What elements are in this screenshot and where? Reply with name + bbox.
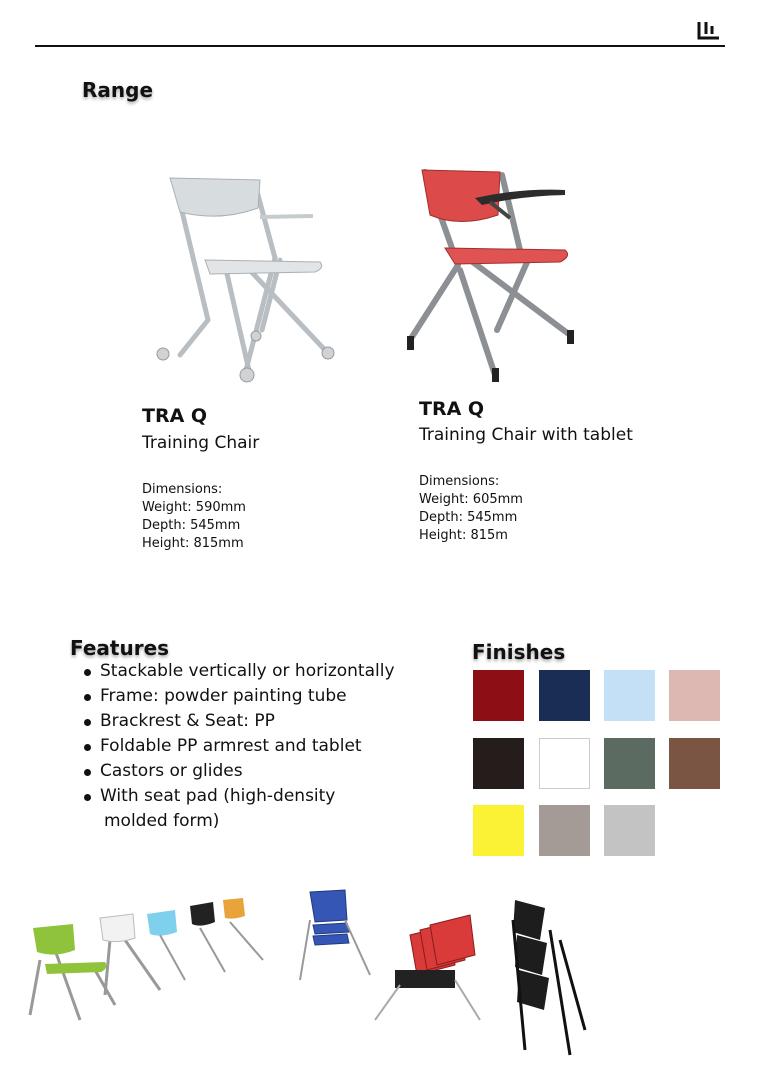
finish-swatch: [604, 670, 655, 721]
dimensions-label: Dimensions:: [419, 474, 500, 489]
dimension-weight: Weight: 590mm: [142, 500, 246, 515]
finish-swatch: [473, 670, 524, 721]
chair-range-banner-image: [25, 880, 745, 1060]
finish-swatch: [539, 805, 590, 856]
dimension-height: Height: 815mm: [142, 536, 244, 551]
training-chair-tablet-image: [400, 160, 590, 385]
product-dimensions: [142, 481, 246, 553]
finish-swatch: [473, 805, 524, 856]
product-subtitle: Training Chair: [142, 433, 260, 453]
feature-item: Foldable PP armrest and tablet: [80, 734, 395, 759]
finish-swatch: [604, 738, 655, 789]
range-heading: Range: [82, 78, 154, 102]
dimension-depth: Depth: 545mm: [142, 518, 241, 533]
finish-swatch: [669, 670, 720, 721]
product-name-tra-q: TRA Q: [142, 405, 208, 427]
feature-item: With seat pad (high-density: [80, 784, 395, 809]
training-chair-image: [150, 170, 350, 390]
finish-swatch: [539, 670, 590, 721]
features-list: [80, 659, 395, 834]
product-name-tra-q-tablet: TRA Q: [419, 398, 485, 420]
dimension-weight: Weight: 605mm: [419, 492, 523, 507]
product-dimensions: [419, 473, 523, 545]
features-heading: Features: [70, 636, 170, 660]
finish-swatch: [539, 738, 590, 789]
dimension-depth: Depth: 545mm: [419, 510, 518, 525]
finish-swatch: [669, 738, 720, 789]
dimensions-label: Dimensions:: [142, 482, 223, 497]
finish-swatch: [473, 738, 524, 789]
feature-item: Stackable vertically or horizontally: [80, 659, 395, 684]
feature-item: Castors or glides: [80, 759, 395, 784]
finishes-heading: Finishes: [472, 640, 566, 664]
brand-logo-icon: [697, 20, 721, 40]
feature-item: Frame: powder painting tube: [80, 684, 395, 709]
feature-item-continuation: molded form): [104, 811, 220, 831]
feature-item: Brackrest & Seat: PP: [80, 709, 395, 734]
dimension-height: Height: 815m: [419, 528, 508, 543]
finish-swatch: [604, 805, 655, 856]
header-divider: [35, 45, 725, 47]
product-subtitle: Training Chair with tablet: [419, 425, 633, 445]
